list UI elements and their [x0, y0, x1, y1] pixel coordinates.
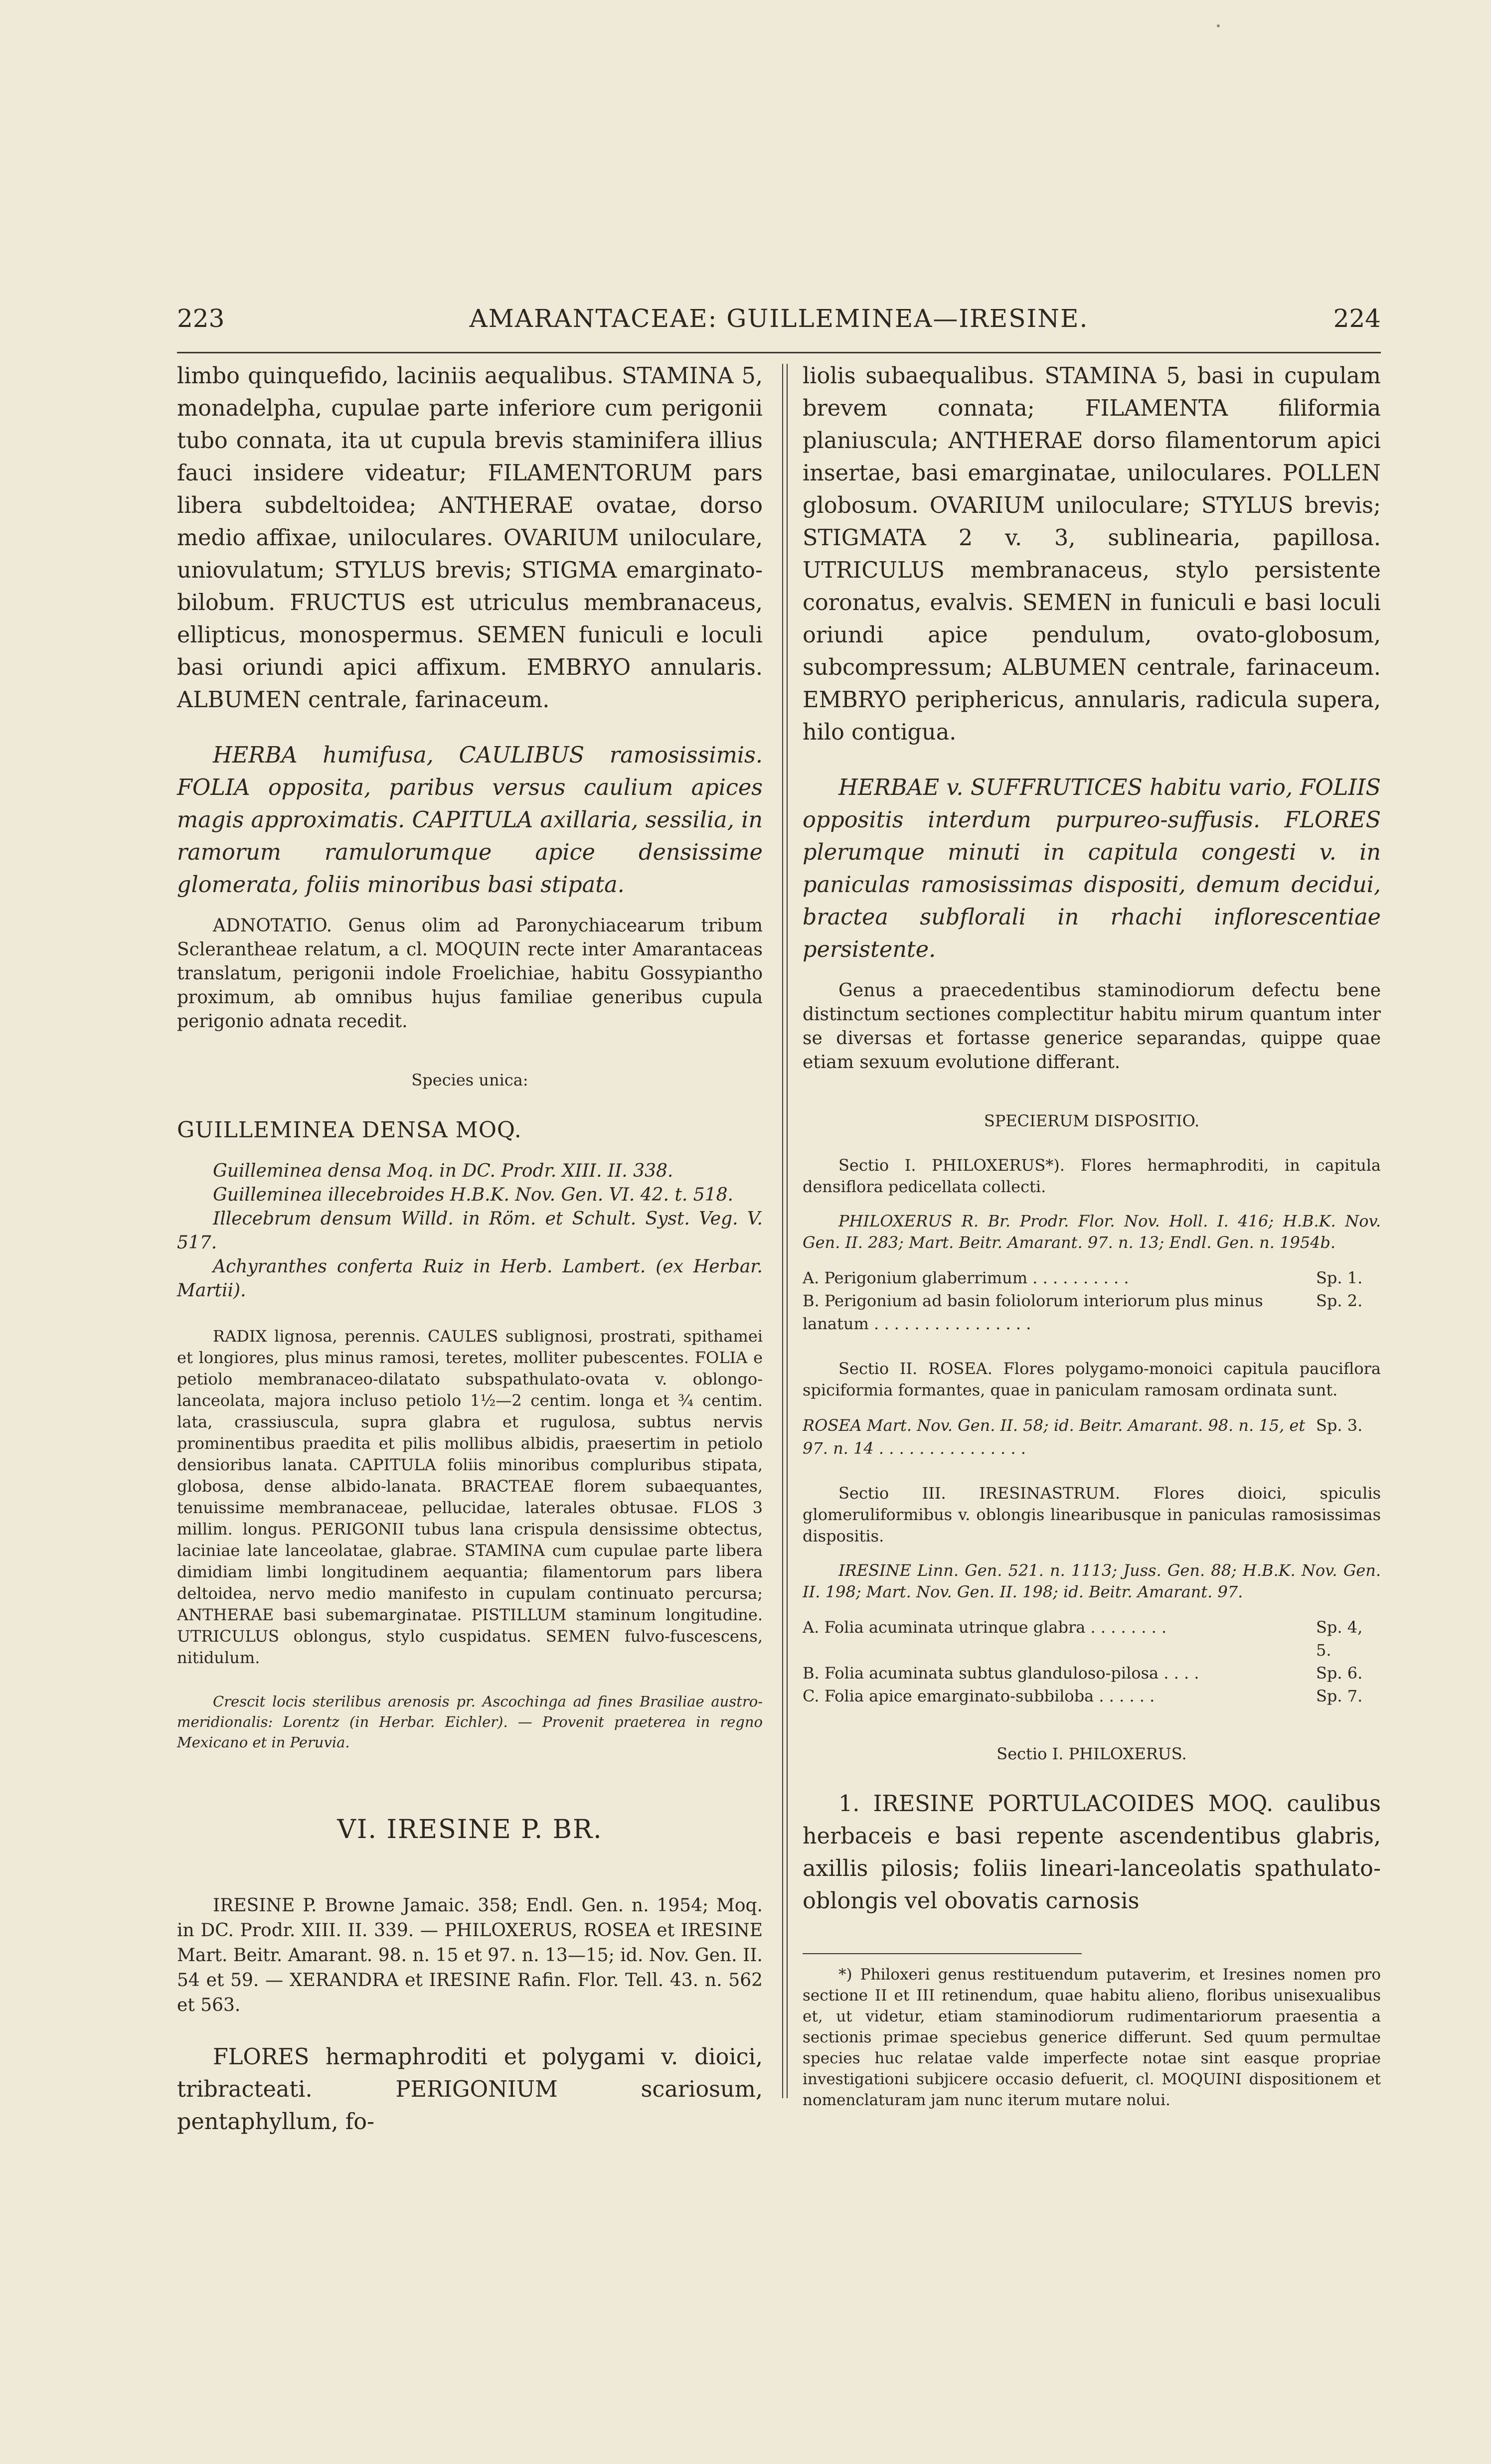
species-1-description: 1. IRESINE PORTULACOIDES MOQ. caulibus herbaceis e basi repente ascendentibus glabris, axillis pilosis; foliis lineari-lanceolatis spathulato-oblongis vel obovatis carnosis — [803, 1791, 1381, 1914]
genus-description: FLORES hermaphroditi et polygami v. dioici, tribracteati. PERIGONIUM scariosum, pentaphyllum, fo- — [177, 2044, 763, 2135]
genus-description-cont: limbo quinquefido, laciniis aequalibus. STAMINA 5, monadelpha, cupulae parte inferiore cum perigonii tubo connata, ita ut cupula brevis staminifera illius fauci insidere videatur; FILAMENTORUM pars libera subdeltoidea; ANTHERAE ovatae, dorso medio affixae, uniloculares. OVARIUM uniloculare, uniovulatum; STYLUS brevis; STIGMA emarginato-bilobum. FRUCTUS est utriculus membranaceus, ellipticus, monospermus. SEMEN funiculi e loculi basi oriundi apici affixum. EMBRYO annularis. ALBUMEN centrale, farinaceum. — [177, 363, 763, 713]
genus-references: IRESINE P. Browne Jamaic. 358; Endl. Gen. n. 1954; Moq. in DC. Prodr. XIII. II. 339. — PHILOXERUS, ROSEA et IRESINE Mart. Beitr. Amarant. 98. n. 15 et 97. n. 13—15; id. Nov. Gen. II. 54 et 59. — XERANDRA et IRESINE Rafin. Flor. Tell. 43. n. 562 et 563. — [177, 1895, 763, 2015]
synonym-2: Guilleminea illecebroides H.B.K. Nov. Gen. VI. 42. t. 518. — [213, 1185, 733, 1205]
sectio-1-refs: PHILOXERUS R. Br. Prodr. Flor. Nov. Holl. I. 416; H.B.K. Nov. Gen. II. 283; Mart. Beitr. Amarant. 97. n. 13; Endl. Gen. n. 1954b. — [803, 1212, 1381, 1252]
footnote-rule — [803, 1953, 1082, 1954]
sectio-1: Sectio I. PHILOXERUS*). Flores hermaphroditi, in capitula densiflora pedicellata collecti. — [803, 1156, 1381, 1196]
section-title: Sectio I. PHILOXERUS. — [996, 1744, 1187, 1763]
species-description: RADIX lignosa, perennis. CAULES sublignosi, prostrati, spithamei et longiores, plus minus ramosi, teretes, molliter pubescentes. FOLIA e petiolo membranaceo-dilatato subspathulato-ovata v. oblongo-lanceolata, majora incluso petiolo 1½—2 centim. longa et ¾ centim. lata, crassiuscula, supra glabra et rugulosa, subtus nervis prominentibus praedita et pilis mollibus albidis, praesertim in petiolo densioribus lanata. CAPITULA foliis minoribus compluribus stipata, globosa, dense albido-lanata. BRACTEAE florem subaequantes, tenuissime membranaceae, pellucidae, laterales obtusae. FLOS 3 millim. longus. PERIGONII tubus lana crispula densissime obtectus, laciniae late lanceolatae, glabrae. STAMINA cum cupulae parte libera dimidiam limbi longitudinem aequantia; filamentorum pars libera deltoidea, nervo medio manifesto in cupulam continuato percursa; ANTHERAE basi subemarginatae. PISTILLUM staminum longitudine. UTRICULUS oblongus, stylo cuspidatus. SEMEN fulvo-fuscescens, nitidulum. — [177, 1327, 763, 1667]
habit-paragraph: HERBA humifusa, CAULIBUS ramosissimis. FOLIA opposita, paribus versus caulium apices magis approximatis. CAPITULA axillaria, sessilia, in ramorum ramulorumque apice densissime glomerata, foliis minoribus basi stipata. — [177, 743, 763, 898]
genus-remark: Genus a praecedentibus staminodiorum defectu bene distinctum sectiones complectitur habitu mirum quantum inter se diversas et fortasse generice separandas, quippe quae etiam sexuum evolutione differant. — [803, 980, 1381, 1073]
page-number-right: 224 — [1333, 304, 1381, 333]
genus-heading: VI. IRESINE P. BR. — [337, 1815, 603, 1845]
habitat-note: Crescit locis sterilibus arenosis pr. Ascochinga ad fines Brasiliae austro-meridionalis: Lorentz (in Herbar. Eichler). — Provenit praeterea in regno Mexicano et in Peruvia. — [177, 1693, 763, 1751]
key-row-3a: A. Folia acuminata utrinque glabra . . . . . . . . Sp. 4, 5. — [803, 1616, 1381, 1662]
key-species-ref: Sp. 3. — [1316, 1416, 1363, 1435]
running-header — [177, 304, 1381, 344]
column-divider — [782, 364, 783, 2098]
habit-paragraph-right: HERBAE v. SUFFRUTICES habitu vario, FOLIIS oppositis interdum purpureo-suffusis. FLORES plerumque minuti in capitula congesti v. in paniculas ramosissimas dispositi, demum decidui, bractea subflorali in rhachi inflorescentiae persistente. — [803, 775, 1381, 962]
column-divider-inner — [787, 364, 788, 2098]
sectio-2-refs: ROSEA Mart. Nov. Gen. II. 58; id. Beitr. Amarant. 98. n. 15, et 97. n. 14 . . . . . . . . . . . . . . . Sp. 3. — [803, 1414, 1381, 1460]
key-row-1a: A. Perigonium glaberrimum . . . . . . . . . . Sp. 1. — [803, 1266, 1381, 1289]
key-species-ref: Sp. 1. — [1316, 1268, 1363, 1287]
synonym-4: Achyranthes conferta Ruiz in Herb. Lambert. (ex Herbar. Martii). — [177, 1256, 763, 1301]
left-column — [177, 360, 763, 2138]
sectio-3: Sectio III. IRESINASTRUM. Flores dioici, spiculis glomeruliformibus v. oblongis linearibusque in paniculas ramosissimas dispositis. — [803, 1484, 1381, 1545]
species-unica: Species unica: — [411, 1071, 528, 1089]
key-species-ref: Sp. 2. — [1316, 1291, 1363, 1310]
key-species-ref: Sp. 6. — [1316, 1664, 1363, 1683]
footnote: *) Philoxeri genus restituendum putaverim, et Iresines nomen pro sectione II et III retinendum, quae habitu alieno, floribus unisexualibus et, ut videtur, etiam staminodiorum rudimentariorum praesentia a sectionis primae speciebus generice differunt. Sed quum permultae species huc relatae valde imperfecte notae sint easque propriae investigationi subjicere occasio defuerit, cl. MOQUINI dispositionem et nomenclaturam jam nunc iterum mutare nolui. — [803, 1966, 1381, 2109]
key-row-3c: C. Folia apice emarginato-subbiloba . . . . . . Sp. 7. — [803, 1685, 1381, 1707]
corner-mark: • — [1215, 20, 1221, 32]
key-row-3b: B. Folia acuminata subtus glanduloso-pilosa . . . . Sp. 6. — [803, 1662, 1381, 1685]
sectio-2: Sectio II. ROSEA. Flores polygamo-monoici capitula pauciflora spiciformia formantes, quae in paniculam ramosam ordinata sunt. — [803, 1359, 1381, 1399]
key-species-ref: Sp. 4, 5. — [1316, 1618, 1363, 1660]
key-row-1b: B. Perigonium ad basin foliolorum interiorum plus minus lanatum . . . . . . . . . . . . . . . . Sp. 2. — [803, 1289, 1381, 1335]
header-rule — [177, 352, 1381, 353]
synonym-3: Illecebrum densum Willd. in Röm. et Schult. Syst. Veg. V. 517. — [177, 1209, 763, 1253]
species-name: GUILLEMINEA DENSA MOQ. — [177, 1117, 522, 1143]
dispositio-heading: SPECIERUM DISPOSITIO. — [984, 1111, 1200, 1130]
page-number-left: 223 — [177, 304, 225, 333]
sectio-3-refs: IRESINE Linn. Gen. 521. n. 1113; Juss. Gen. 88; H.B.K. Nov. Gen. II. 198; Mart. Nov. Gen. II. 198; id. Beitr. Amarant. 97. — [803, 1561, 1381, 1601]
genus-description-cont-right: liolis subaequalibus. STAMINA 5, basi in cupulam brevem connata; FILAMENTA filiformia planiuscula; ANTHERAE dorso filamentorum apici insertae, basi emarginatae, uniloculares. POLLEN globosum. OVARIUM uniloculare; STYLUS brevis; STIGMATA 2 v. 3, sublinearia, papillosa. UTRICULUS membranaceus, stylo persistente coronatus, evalvis. SEMEN in funiculi e basi loculi oriundi apice pendulum, ovato-globosum, subcompressum; ALBUMEN centrale, farinaceum. EMBRYO periphericus, annularis, radicula supera, hilo contigua. — [803, 363, 1381, 745]
adnotatio: ADNOTATIO. Genus olim ad Paronychiacearum tribum Sclerantheae relatum, a cl. MOQUIN recte inter Amarantaceas translatum, perigonii indole Froelichiae, habitu Gossypiantho proximum, ab omnibus hujus familiae generibus cupula perigonio adnata recedit. — [177, 916, 763, 1032]
running-title: AMARANTACEAE: GUILLEMINEA—IRESINE. — [469, 304, 1089, 333]
right-column — [803, 360, 1381, 2111]
key-species-ref: Sp. 7. — [1316, 1687, 1363, 1705]
synonym-1: Guilleminea densa Moq. in DC. Prodr. XIII. II. 338. — [213, 1161, 673, 1181]
